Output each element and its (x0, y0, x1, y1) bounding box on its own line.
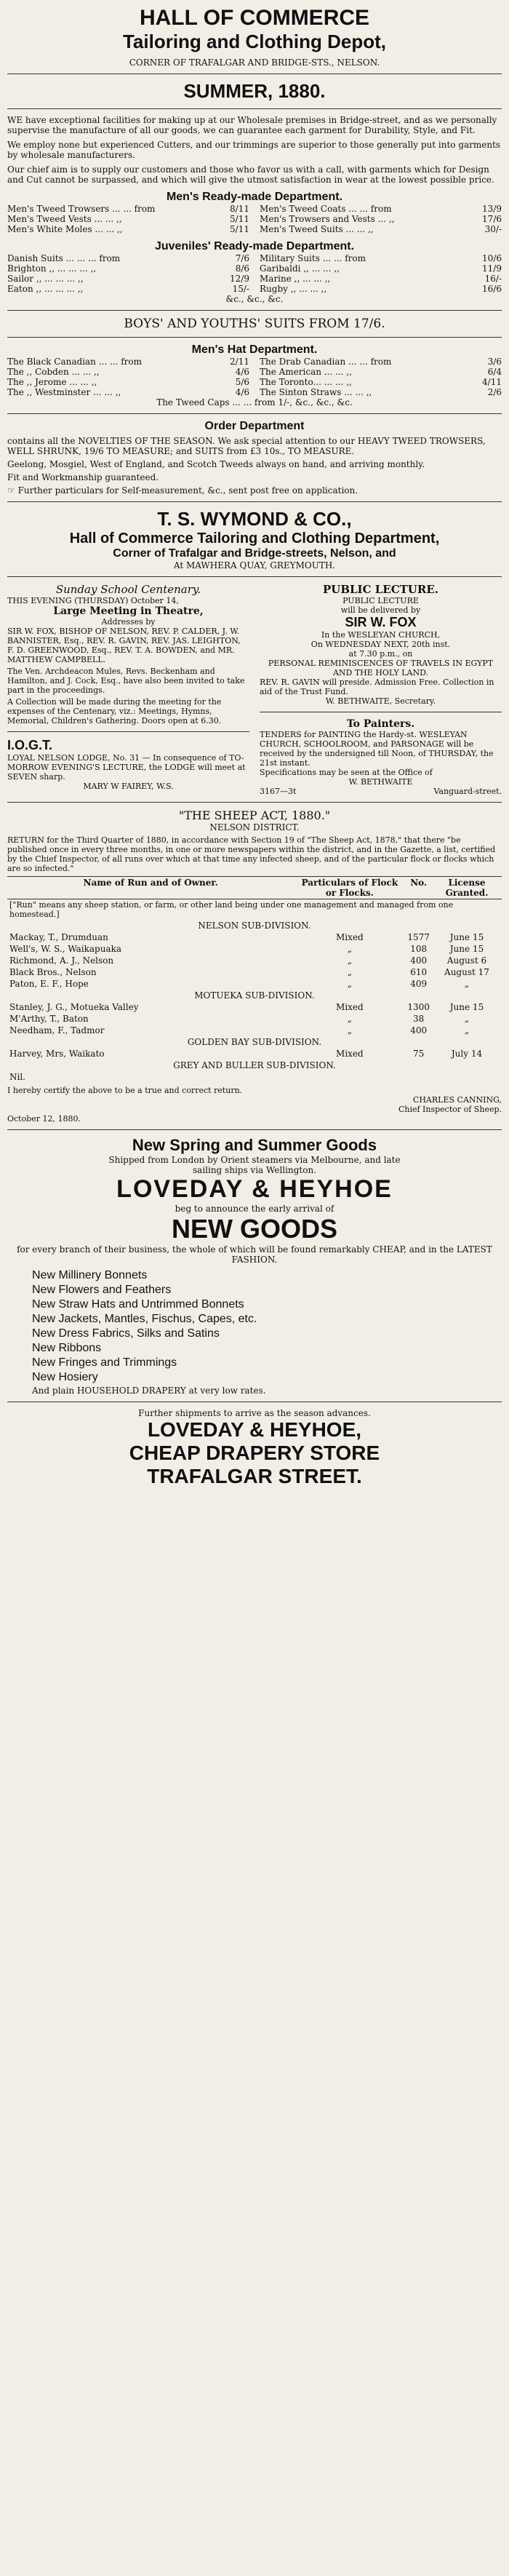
lecture-sign: W. BETHWAITE, Secretary. (325, 696, 436, 706)
table-cell: „ (347, 955, 352, 966)
painters-ref: 3167—3t (260, 787, 297, 796)
list-item: New Fringes and Trimmings (32, 1356, 177, 1369)
sunday-p4: SIR W. FOX, BISHOP OF NELSON, REV. P. CALDER, J. W. BANNISTER, Esq., REV. R. GAVIN, REV. JAS. LEIGHTON, F. D. GREENWOOD, Esq., REV. T. A. BOWDEN, and MR. MATTHEW CAMPBELL. (7, 627, 241, 664)
price-row: Men's Tweed Coats ... ... from 13/9 (260, 204, 502, 214)
painters-role: Vanguard-street. (433, 787, 502, 796)
list-item: New Dress Fabrics, Silks and Satins (32, 1327, 220, 1340)
table-cell: 1577 (407, 932, 430, 942)
price-row: Garibaldi ,, ... ... ,, 11/9 (260, 263, 502, 274)
table-cell: 400 (410, 1025, 428, 1035)
col-particulars: Particulars of Flock or Flocks. (301, 878, 398, 898)
table-row (7, 1013, 502, 1025)
price-row: Men's Tweed Vests ... ... ,, 5/11 (7, 214, 249, 224)
iogt-title: I.O.G.T. (7, 738, 53, 752)
subdivision-title: GOLDEN BAY SUB-DIVISION. (187, 1037, 322, 1047)
table-cell: „ (347, 944, 352, 954)
subdivision-row (7, 990, 502, 1001)
sheep-role: Chief Inspector of Sheep. (398, 1105, 502, 1114)
wymond-greymouth: At MAWHERA QUAY, GREYMOUTH. (173, 560, 336, 571)
sheep-table (7, 876, 502, 1083)
order-paragraph-1: contains all the NOVELTIES OF THE SEASON. We ask special attention to our HEAVY TWEED TROWSERS, WELL SHRUNK, 19/6 TO MEASURE; and SUITS from £3 10s., TO MEASURE. (7, 436, 486, 456)
price-row: Sailor ,, ... ... ... ,, 12/9 (7, 274, 249, 284)
table-cell: 1300 (407, 1002, 430, 1012)
table-cell: Well's, W. S., Waikapuaka (9, 944, 122, 954)
price-row: Danish Suits ... ... ... from 7/6 (7, 253, 249, 263)
subdivision-title: NELSON SUB-DIVISION. (198, 921, 311, 931)
sheep-note: ["Run" means any sheep station, or farm, or other land being under one management and managed from one homestead.] (9, 900, 454, 919)
table-cell: Mixed (336, 1002, 364, 1012)
price-row: Men's Tweed Trowsers ... ... from 8/11 (7, 204, 249, 214)
table-cell (432, 1071, 502, 1083)
divider (7, 576, 502, 577)
sheep-title: "THE SHEEP ACT, 1880." (178, 808, 331, 822)
subdivision-title: GREY AND BULLER SUB-DIVISION. (173, 1060, 336, 1070)
table-cell: June 15 (449, 1002, 484, 1012)
price-row: The Drab Canadian ... ... from 3/6 (260, 357, 502, 367)
sunday-p1: THIS EVENING (THURSDAY) October 14, (7, 596, 179, 605)
table-cell: „ (347, 1014, 352, 1024)
hall-paragraph-3: Our chief aim is to supply our customers and those who favor us with a call, with garments which for Design and Cut cannot be surpassed, and which will give the utmost satisfaction in wear at the lowest possible price. (7, 164, 494, 185)
divider (7, 413, 502, 414)
table-row (7, 1048, 502, 1060)
subdivision-row (7, 920, 502, 931)
table-cell: Paton, E. F., Hope (9, 979, 89, 989)
loveday-name-footer: LOVEDAY & HEYHOE, (147, 1418, 362, 1441)
cheap-drapery: CHEAP DRAPERY STORE (129, 1442, 380, 1464)
sunday-p6: A Collection will be made during the meeting for the expenses of the Centenary, viz.: Meetings, Hymns, Memorial, Children's Gathering. Doors open at 6.30. (7, 697, 222, 726)
divider (7, 802, 502, 803)
table-row (7, 931, 502, 943)
loveday-newgoods: NEW GOODS (171, 1214, 337, 1244)
notices-columns (7, 583, 502, 796)
table-cell (405, 1071, 432, 1083)
table-cell: „ (464, 979, 470, 989)
sheep-intro: RETURN for the Third Quarter of 1880, in accordance with Section 19 of "The Sheep Act, 1878," that there "be published once in every three months, in one or more newspapers within the district, and in the Gazette, a list, certified by the Chief Inspector, of all runs over which at that time any infected sheep, and of the particular flock or flocks which are so infected." (7, 835, 496, 873)
table-cell: Mackay, T., Drumduan (9, 932, 108, 942)
lecture-l6: PERSONAL REMINISCENCES OF TRAVELS IN EGYPT AND THE HOLY LAND. (268, 659, 494, 677)
right-notices (260, 583, 502, 796)
subdivision-row (7, 1036, 502, 1048)
boys-suits: BOYS' AND YOUTHS' SUITS FROM 17/6. (124, 317, 385, 331)
lecture-l2: will be delivered by (340, 605, 421, 615)
hall-paragraph-2: We employ none but experienced Cutters, and our trimmings are superior to those generally put into garments by wholesale manufacturers. (7, 140, 501, 160)
sheep-district: NELSON DISTRICT. (209, 822, 300, 832)
lecture-l1: PUBLIC LECTURE (342, 596, 419, 605)
table-cell: August 17 (444, 967, 489, 977)
sunday-p3: Addresses by (101, 617, 156, 627)
list-item: New Straw Hats and Untrimmed Bonnets (32, 1298, 244, 1311)
table-cell: „ (347, 967, 352, 977)
price-row: The Black Canadian ... ... from 2/11 (7, 357, 249, 367)
lecture-l4: On WEDNESDAY NEXT, 20th inst. (310, 640, 451, 649)
table-row (7, 1071, 502, 1083)
table-cell: Harvey, Mrs, Waikato (9, 1049, 105, 1059)
loveday-ship1: Shipped from London by Orient steamers via Melbourne, and late (108, 1155, 401, 1165)
loveday-announce: beg to announce the early arrival of (175, 1204, 334, 1214)
table-cell: „ (464, 1014, 470, 1024)
order-paragraph-2: Geelong, Mosgiel, West of England, and Scotch Tweeds always on hand, and arriving monthly. (7, 459, 425, 469)
col-no: No. (410, 878, 428, 888)
table-cell: July 14 (451, 1049, 483, 1059)
sheep-date: October 12, 1880. (7, 1114, 81, 1124)
table-cell: 409 (410, 979, 428, 989)
loveday-ship2: sailing ships via Wellington. (193, 1165, 316, 1175)
price-row: Men's Tweed Suits ... ... ,, 30/- (260, 224, 502, 234)
divider (7, 731, 249, 732)
list-item: New Jackets, Mantles, Fischus, Capes, etc. (32, 1313, 257, 1325)
mens-price-list (7, 204, 502, 234)
table-cell: „ (347, 1025, 352, 1035)
iogt-text: LOYAL NELSON LODGE, No. 31 — In consequence of TO-MORROW EVENING'S LECTURE, the LODGE will meet at SEVEN sharp. (7, 753, 246, 782)
table-cell: August 6 (446, 955, 487, 966)
painters-title: To Painters. (346, 718, 415, 730)
table-cell (294, 1071, 405, 1083)
table-row (7, 1001, 502, 1013)
juveniles-etc: &c., &c., &c. (225, 294, 284, 304)
lecture-title: PUBLIC LECTURE. (322, 583, 439, 596)
loveday-headline: New Spring and Summer Goods (132, 1136, 377, 1154)
table-row (7, 1025, 502, 1036)
hat-dept-title: Men's Hat Department. (191, 343, 318, 356)
left-notices (7, 583, 249, 796)
iogt-sign: MARY W FAIREY, W.S. (83, 782, 174, 791)
price-row: The Toronto... ... ... ,, 4/11 (260, 377, 502, 387)
divider (7, 501, 502, 502)
table-cell: 75 (413, 1049, 425, 1059)
further-shipments: Further shipments to arrive as the season advances. (138, 1408, 371, 1418)
table-row (7, 966, 502, 978)
table-cell: Mixed (336, 1049, 364, 1059)
col-license: License Granted. (445, 878, 489, 898)
sheep-cert: I hereby certify the above to be a true and correct return. (7, 1086, 243, 1095)
price-row: The American ... ... ,, 6/4 (260, 367, 502, 377)
divider (7, 1129, 502, 1130)
loveday-name: LOVEDAY & HEYHOE (116, 1175, 393, 1203)
price-row: The Sinton Straws ... ... ,, 2/6 (260, 387, 502, 397)
table-cell: Stanley, J. G., Motueka Valley (9, 1002, 139, 1012)
lecture-l7: REV. R. GAVIN will preside. Admission Free. Collection in aid of the Trust Fund. (260, 677, 494, 696)
table-cell: „ (464, 1025, 470, 1035)
loveday-branch: for every branch of their business, the whole of which will be found remarkably CHEAP, and in the LATEST FASHION. (17, 1244, 492, 1265)
divider (7, 73, 502, 74)
wymond-corner: Corner of Trafalgar and Bridge-streets, Nelson, and (113, 547, 396, 560)
trafalgar-street: TRAFALGAR STREET. (147, 1465, 362, 1487)
divider (7, 337, 502, 338)
order-paragraph-3: Fit and Workmanship guaranteed. (7, 472, 159, 482)
juveniles-price-list (7, 253, 502, 294)
table-row (7, 943, 502, 955)
new-goods-list (32, 1269, 502, 1384)
sheep-sign: CHARLES CANNING, (412, 1095, 502, 1105)
hall-address: CORNER OF TRAFALGAR AND BRIDGE-STS., NELSON. (129, 57, 380, 68)
lecture-l3: In the WESLEYAN CHURCH, (321, 630, 441, 640)
price-row: The ,, Cobden ... ... ,, 4/6 (7, 367, 249, 377)
table-cell: 38 (413, 1014, 425, 1024)
price-row: Rugby ,, ... ... ,, 16/6 (260, 284, 502, 294)
list-item: New Flowers and Feathers (32, 1284, 172, 1296)
table-cell: June 15 (449, 944, 484, 954)
tweed-caps: The Tweed Caps ... ... from 1/-, &c., &c., &c. (156, 397, 353, 408)
household-drapery: And plain HOUSEHOLD DRAPERY at very low rates. (32, 1386, 266, 1396)
hall-title: HALL OF COMMERCE (139, 6, 370, 30)
price-row: Eaton ,, ... ... ... ,, 15/- (7, 284, 249, 294)
lecture-name: SIR W. FOX (345, 615, 417, 629)
sunday-p5: The Ven. Archdeacon Mules, Revs. Beckenham and Hamilton, and J. Cock, Esq., have also been invited to take part in the proceedings. (7, 667, 245, 695)
lecture-l5: at 7.30 p.m., on (348, 649, 413, 659)
painters-sign: W. BETHWAITE (348, 777, 413, 787)
table-row (7, 955, 502, 966)
list-item: New Ribbons (32, 1342, 102, 1354)
table-cell: M'Arthy, T., Baton (9, 1014, 89, 1024)
mens-dept-title: Men's Ready-made Department. (166, 191, 343, 203)
painters-footer (260, 787, 502, 796)
price-row: Men's Trowsers and Vests ... ,, 17/6 (260, 214, 502, 224)
table-cell: Richmond, A. J., Nelson (9, 955, 114, 966)
table-cell: 108 (410, 944, 428, 954)
wymond-hall: Hall of Commerce Tailoring and Clothing Department, (69, 530, 440, 546)
subdivision-title: MOTUEKA SUB-DIVISION. (194, 990, 315, 1001)
divider (7, 310, 502, 311)
table-cell: Mixed (336, 932, 364, 942)
list-item: New Hosiery (32, 1371, 98, 1383)
table-cell: June 15 (449, 932, 484, 942)
painters-text: TENDERS for PAINTING the Hardy-st. WESLEYAN CHURCH, SCHOOLROOM, and PARSONAGE will be received by the undersigned till Noon, of THURSDAY, the 21st instant. (260, 730, 494, 768)
order-dept-title: Order Department (204, 420, 305, 432)
sheep-table-body (7, 920, 502, 1083)
col-run: Name of Run and of Owner. (83, 878, 218, 888)
price-row: Men's White Moles ... ... ,, 5/11 (7, 224, 249, 234)
price-row: Marine ,, ... ... ,, 16/- (260, 274, 502, 284)
table-cell: 400 (410, 955, 428, 966)
table-cell: Black Bros., Nelson (9, 967, 97, 977)
subdivision-row (7, 1060, 502, 1071)
hat-price-list (7, 357, 502, 397)
hall-season: SUMMER, 1880. (183, 80, 326, 102)
price-row: Brighton ,, ... ... ... ,, 8/6 (7, 263, 249, 274)
price-row: The ,, Jerome ... ... ,, 5/6 (7, 377, 249, 387)
sunday-p2: Large Meeting in Theatre, (53, 605, 204, 617)
juveniles-dept-title: Juveniles' Ready-made Department. (154, 240, 355, 253)
wymond-name: T. S. WYMOND & CO., (157, 508, 352, 530)
price-row: Military Suits ... ... from 10/6 (260, 253, 502, 263)
table-cell: 610 (410, 967, 428, 977)
table-cell: Needham, F., Tadmor (9, 1025, 105, 1035)
table-row (7, 978, 502, 990)
hall-paragraph-1: WE have exceptional facilities for making up at our Wholesale premises in Bridge-street, and as we personally supervise the manufacture of all our goods, we can guarantee each garment for Durability, Style, and Fit. (7, 115, 497, 135)
order-paragraph-4: ☞ Further particulars for Self-measurement, &c., sent post free on application. (7, 485, 358, 496)
painters-text2: Specifications may be seen at the Office of (260, 768, 433, 777)
price-row: The ,, Westminster ... ... ,, 4/6 (7, 387, 249, 397)
table-cell: Nil. (9, 1072, 25, 1082)
hall-subtitle: Tailoring and Clothing Depot, (122, 31, 387, 52)
divider (7, 108, 502, 109)
list-item: New Millinery Bonnets (32, 1269, 148, 1281)
table-cell: „ (347, 979, 352, 989)
sunday-title: Sunday School Centenary. (55, 583, 201, 596)
